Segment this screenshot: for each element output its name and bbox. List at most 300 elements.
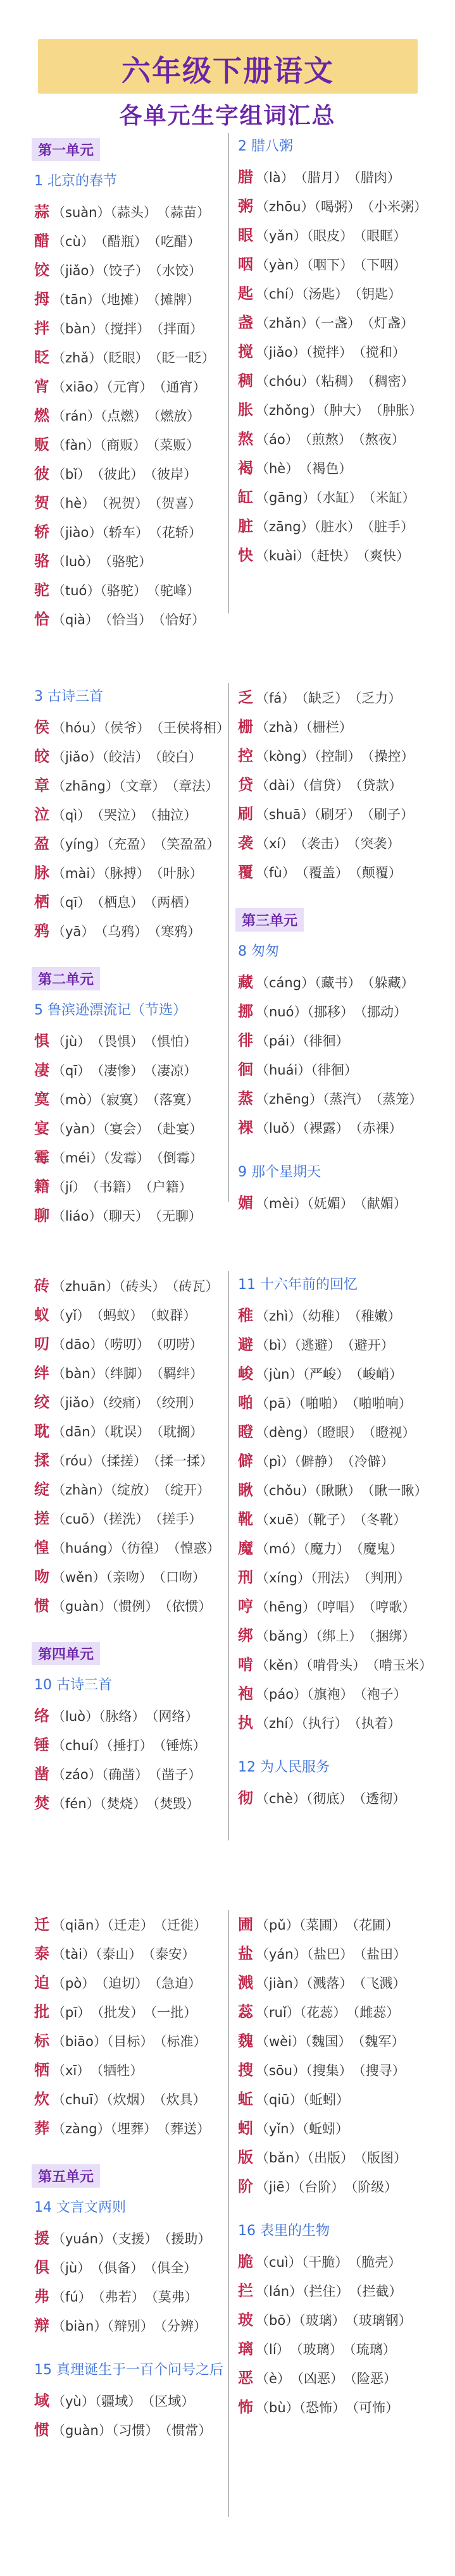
entry-character: 侯	[34, 718, 49, 736]
word-entry	[34, 1143, 247, 1172]
word-entry	[238, 1679, 451, 1708]
entry-words: （yù）（疆域） （区域）	[52, 2394, 195, 2409]
word-entry	[34, 1759, 247, 1789]
entry-words: （bàn）（搅拌） （拌面）	[52, 321, 204, 336]
word-entry	[238, 337, 451, 366]
word-entry	[238, 1388, 451, 1417]
entry-words: （jùn）（严峻） （峻峭）	[256, 1367, 402, 1382]
entry-character: 拦	[238, 2282, 253, 2300]
word-entry	[238, 1650, 451, 1679]
word-entry	[34, 1085, 247, 1114]
word-entry	[238, 1939, 451, 1968]
entry-words: （suàn）（蒜头） （蒜苗）	[52, 205, 210, 220]
entry-character: 泣	[34, 806, 49, 823]
entry-words: （kòng）（控制） （操控）	[256, 749, 414, 764]
entry-character: 盈	[34, 835, 49, 853]
word-entry	[34, 430, 247, 459]
entry-words: （luǒ）（裸露） （赤裸）	[256, 1121, 402, 1136]
unit-heading: 第二单元	[32, 967, 100, 990]
unit-heading: 第一单元	[32, 138, 100, 161]
word-entry	[34, 1026, 247, 1056]
entry-character: 徊	[238, 1061, 253, 1078]
entry-character: 峻	[238, 1365, 253, 1383]
entry-character: 凄	[34, 1061, 49, 1079]
entry-character: 啪	[238, 1394, 253, 1412]
entry-character: 蕊	[238, 2003, 253, 2021]
entry-words: （yán）（盐巴） （盐田）	[256, 1947, 407, 1962]
entry-character: 贷	[238, 776, 253, 794]
entry-words: （xí） （袭击） （突袭）	[256, 836, 401, 851]
entry-words: （pǔ）（菜圃） （花圃）	[256, 1918, 399, 1933]
entry-character: 锤	[34, 1736, 49, 1754]
entry-words: （jiào）（轿车） （花轿）	[52, 525, 202, 540]
word-entry	[238, 1113, 451, 1142]
word-entry	[238, 2114, 451, 2143]
page-subtitle: 各单元生字组词汇总	[119, 103, 336, 129]
word-entry	[238, 1446, 451, 1476]
entry-words: （yàn）（咽下） （下咽）	[256, 257, 407, 273]
entry-words: （yā） （乌鸦） （寒鸦）	[52, 924, 201, 939]
entry-character: 葬	[34, 2119, 49, 2137]
lesson-heading: 16 表里的生物	[238, 2223, 330, 2239]
spacer	[235, 2201, 451, 2217]
entry-words: （cuō）（搓洗） （搓手）	[52, 1512, 203, 1527]
word-entry	[34, 713, 247, 742]
entry-character: 绑	[238, 1627, 253, 1644]
word-entry	[238, 512, 451, 541]
word-entry	[238, 799, 451, 829]
word-entry	[238, 2393, 451, 2422]
entry-character: 驼	[34, 581, 49, 599]
entry-character: 霉	[34, 1149, 49, 1166]
entry-character: 刑	[238, 1568, 253, 1586]
entry-words: （liáo）（聊天） （无聊）	[52, 1209, 202, 1224]
entry-words: （cuì）（干脆） （脆壳）	[256, 2255, 402, 2270]
word-entry	[34, 2085, 247, 2114]
entry-words: （bǎn）（出版） （版图）	[256, 2150, 408, 2166]
entry-character: 恰	[34, 610, 49, 628]
word-entry	[34, 2114, 247, 2143]
entry-words: （hēng）（哼唱） （哼歌）	[256, 1599, 416, 1615]
entry-words: （qià） （恰当） （恰好）	[52, 612, 206, 627]
entry-words: （zhàn）（绽放） （绽开）	[52, 1482, 211, 1498]
entry-words: （bǎng）（绑上） （捆绑）	[256, 1629, 416, 1644]
entry-character: 贩	[34, 436, 49, 453]
entry-words: （qiū）（蚯蚓）	[256, 2092, 349, 2107]
word-entry	[34, 2026, 247, 2055]
word-entry	[34, 576, 247, 605]
entry-words: （hè） （褐色）	[256, 461, 352, 476]
word-entry	[238, 1476, 451, 1505]
entry-words: （qī） （凄惨） （凄凉）	[52, 1063, 197, 1078]
entry-words: （chè）（彻底） （透彻）	[256, 1791, 406, 1806]
word-entry	[238, 1417, 451, 1446]
entry-words: （hóu）（侯爷） （王侯将相）	[52, 720, 230, 736]
entry-character: 焚	[34, 1794, 49, 1812]
entry-words: （mò）（寂寞） （落寞）	[52, 1092, 199, 1107]
entry-words: （nuó）（挪移） （挪动）	[256, 1004, 407, 1020]
entry-words: （yàn）（宴会） （赴宴）	[52, 1121, 203, 1137]
word-entry	[34, 372, 247, 401]
entry-words: （chóu）（粘稠） （稠密）	[256, 374, 414, 389]
entry-character: 褐	[238, 459, 253, 477]
entry-character: 魏	[238, 2032, 253, 2050]
entry-words: （yíng）（充盈） （笑盈盈）	[52, 837, 220, 852]
entry-words: （zhāng）（文章） （章法）	[52, 779, 219, 794]
word-entry	[238, 1055, 451, 1084]
unit-heading: 第三单元	[235, 908, 304, 932]
word-entry	[238, 1910, 451, 1939]
entry-words: （yǎn）（眼皮） （眼眶）	[256, 228, 407, 243]
entry-words: （jiǎo）（绞痛） （绞刑）	[52, 1395, 202, 1410]
entry-character: 绞	[34, 1393, 49, 1411]
entry-character: 援	[34, 2229, 49, 2247]
word-entry	[34, 2311, 247, 2340]
right-column	[235, 1271, 451, 1813]
lesson-heading: 1 北京的春节	[34, 173, 117, 189]
entry-character: 溅	[238, 1974, 253, 1992]
entry-words: （cáng）（藏书） （躲藏）	[256, 975, 414, 990]
word-entry	[238, 741, 451, 770]
entry-words: （dèng）（瞪眼） （瞪视）	[256, 1425, 416, 1440]
word-entry	[34, 1114, 247, 1143]
unit-heading: 第四单元	[32, 1642, 100, 1665]
word-entry	[34, 256, 247, 285]
entry-character: 宴	[34, 1119, 49, 1137]
word-entry	[34, 1417, 247, 1446]
entry-character: 蚁	[34, 1306, 49, 1324]
entry-character: 藏	[238, 973, 253, 991]
entry-character: 咽	[238, 256, 253, 273]
entry-character: 蚓	[238, 2119, 253, 2137]
entry-character: 快	[238, 546, 253, 564]
entry-character: 刷	[238, 805, 253, 823]
word-entry	[34, 488, 247, 517]
entry-character: 砖	[34, 1277, 49, 1295]
entry-character: 控	[238, 747, 253, 765]
left-column	[32, 133, 247, 634]
content-block	[0, 683, 455, 1227]
word-entry	[238, 1997, 451, 2026]
word-entry	[34, 1939, 247, 1968]
title-banner	[38, 39, 418, 94]
word-entry	[34, 1271, 247, 1300]
entry-words: （bǐ） （彼此） （彼岸）	[52, 467, 197, 482]
entry-words: （bì）（逃避） （避开）	[256, 1338, 394, 1353]
word-entry	[34, 771, 247, 800]
entry-words: （kuài）（赶快） （爽快）	[256, 548, 410, 564]
lesson-heading: 5 鲁滨逊漂流记（节选）	[34, 1002, 187, 1018]
entry-words: （jí） （书籍） （户籍）	[52, 1180, 192, 1195]
word-entry	[238, 221, 451, 250]
word-entry	[34, 1446, 247, 1475]
entry-words: （zhōu）（喝粥） （小米粥）	[256, 199, 427, 214]
entry-words: （bō）（玻璃） （玻璃钢）	[256, 2313, 412, 2328]
entry-character: 贺	[34, 494, 49, 512]
entry-character: 栖	[34, 893, 49, 911]
word-entry	[34, 1562, 247, 1591]
entry-words: （páo）（旗袍） （袍子）	[256, 1687, 407, 1702]
word-entry	[238, 2143, 451, 2172]
entry-words: （wèi）（魏国） （魏军）	[256, 2034, 405, 2049]
entry-character: 栅	[238, 718, 253, 736]
entry-character: 瞪	[238, 1423, 253, 1441]
word-entry	[238, 1301, 451, 1330]
entry-words: （sōu）（搜集） （搜寻）	[256, 2063, 406, 2078]
word-entry	[34, 1730, 247, 1759]
entry-words: （wěn）（亲吻） （口吻）	[52, 1570, 206, 1585]
entry-words: （hè） （祝贺） （贺喜）	[52, 496, 202, 511]
word-entry	[34, 829, 247, 858]
left-column	[32, 683, 247, 1230]
word-entry	[238, 1708, 451, 1737]
entry-character: 辩	[34, 2317, 49, 2334]
word-entry	[34, 742, 247, 771]
word-entry	[238, 1968, 451, 1997]
entry-words: （zhì）（幼稚） （稚嫩）	[256, 1309, 401, 1324]
entry-character: 惶	[34, 1539, 49, 1556]
right-column	[235, 683, 451, 1217]
word-entry	[238, 308, 451, 337]
unit-heading: 第五单元	[32, 2164, 100, 2188]
entry-character: 惯	[34, 1597, 49, 1615]
word-entry	[34, 1329, 247, 1359]
word-entry	[238, 1026, 451, 1055]
entry-words: （guàn）（习惯） （惯常）	[52, 2423, 212, 2438]
entry-character: 彼	[34, 465, 49, 483]
entry-character: 叨	[34, 1335, 49, 1353]
entry-character: 络	[34, 1707, 49, 1725]
entry-words: （fàn）（商贩） （菜贩）	[52, 438, 200, 453]
entry-character: 脏	[238, 517, 253, 535]
word-entry	[238, 366, 451, 395]
content-block	[0, 1910, 455, 2542]
entry-character: 搜	[238, 2061, 253, 2079]
entry-words: （biāo）（目标） （标准）	[52, 2034, 207, 2049]
entry-words: （rán）（点燃） （燃放）	[52, 409, 201, 424]
word-entry	[34, 1968, 247, 1997]
entry-character: 域	[34, 2392, 49, 2410]
entry-character: 皎	[34, 748, 49, 765]
entry-words: （zhēng）（蒸汽） （蒸笼）	[256, 1092, 423, 1107]
entry-words: （bù）（恐怖） （可怖）	[256, 2400, 399, 2415]
spacer	[32, 946, 247, 962]
word-entry	[34, 1997, 247, 2026]
entry-character: 惧	[34, 1032, 49, 1050]
entry-character: 迁	[34, 1916, 49, 1933]
word-entry	[34, 1504, 247, 1533]
entry-character: 章	[34, 777, 49, 794]
entry-words: （pì）（僻静） （冷僻）	[256, 1454, 394, 1469]
word-entry	[34, 1475, 247, 1504]
entry-character: 迫	[34, 1974, 49, 1992]
entry-character: 徘	[238, 1032, 253, 1049]
entry-character: 挪	[238, 1002, 253, 1020]
entry-words: （fù） （覆盖） （颠覆）	[256, 865, 402, 880]
entry-words: （mèi）（妩媚） （献媚）	[256, 1196, 407, 1211]
word-entry	[238, 1084, 451, 1113]
entry-words: （dāo）（唠叨） （叨唠）	[52, 1337, 203, 1352]
entry-words: （zāng）（脏水） （脏手）	[256, 519, 414, 534]
entry-words: （biàn）（辩别） （分辨）	[52, 2319, 207, 2334]
entry-character: 醋	[34, 232, 49, 250]
entry-words: （jiǎo）（饺子） （水饺）	[52, 263, 202, 278]
word-entry	[238, 1330, 451, 1359]
entry-words: （pò） （迫切） （急迫）	[52, 1976, 202, 1991]
word-entry	[238, 2305, 451, 2334]
entry-character: 腊	[238, 168, 253, 186]
word-entry	[238, 279, 451, 308]
spacer	[235, 1142, 451, 1159]
entry-words: （yǐn）（蚯蚓）	[256, 2121, 349, 2136]
entry-words: （méi）（发霉） （倒霉）	[52, 1150, 203, 1166]
word-entry	[238, 2363, 451, 2393]
word-entry	[34, 1701, 247, 1730]
word-entry	[238, 2055, 451, 2085]
entry-character: 宵	[34, 378, 49, 395]
word-entry	[34, 401, 247, 430]
entry-words: （zhuān）（砖头） （砖瓦）	[52, 1279, 219, 1294]
word-entry	[34, 226, 247, 256]
entry-words: （qī） （栖息） （两栖）	[52, 895, 197, 910]
spacer	[235, 887, 451, 903]
entry-character: 阶	[238, 2178, 253, 2195]
word-entry	[238, 2276, 451, 2305]
entry-character: 恶	[238, 2369, 253, 2387]
entry-words: （qiān）（迁走） （迁徙）	[52, 1918, 207, 1933]
left-column	[32, 1271, 247, 1818]
lesson-heading: 15 真理诞生于一百个问号之后	[34, 2362, 223, 2378]
entry-words: （mài）（脉搏） （叶脉）	[52, 866, 203, 881]
word-entry	[238, 1359, 451, 1388]
entry-words: （tài）（泰山） （泰安）	[52, 1947, 196, 1962]
word-entry	[238, 541, 451, 570]
entry-words: （fá） （缺乏） （乏力）	[256, 691, 402, 706]
entry-character: 覆	[238, 863, 253, 881]
entry-words: （xī） （牺牲）	[52, 2063, 144, 2078]
entry-character: 眼	[238, 226, 253, 244]
entry-character: 粥	[238, 197, 253, 215]
entry-character: 脉	[34, 864, 49, 882]
entry-words: （áo） （煎熬） （熬夜）	[256, 432, 405, 447]
word-entry	[34, 887, 247, 916]
entry-words: （zhǎn）（一盏） （灯盏）	[256, 316, 414, 331]
page-title: 六年级下册语文	[122, 54, 334, 88]
entry-character: 圃	[238, 1916, 253, 1933]
word-entry	[238, 712, 451, 741]
lesson-heading: 9 那个星期天	[238, 1164, 321, 1180]
word-entry	[238, 829, 451, 858]
word-entry	[238, 1784, 451, 1813]
right-column	[235, 1910, 451, 2422]
entry-words: （luò） （骆驼）	[52, 554, 152, 569]
entry-character: 拇	[34, 290, 49, 308]
word-entry	[34, 858, 247, 887]
entry-words: （tuó）（骆驼） （驼峰）	[52, 583, 200, 598]
lesson-heading: 10 古诗三首	[34, 1677, 112, 1693]
entry-words: （jù） （畏惧） （惧怕）	[52, 1034, 197, 1049]
word-entry	[238, 2026, 451, 2055]
entry-words: （pái）（徘徊）	[256, 1033, 349, 1049]
entry-words: （lí） （玻璃） （琉璃）	[256, 2342, 396, 2357]
entry-character: 搓	[34, 1510, 49, 1527]
entry-character: 瞅	[238, 1481, 253, 1499]
left-column	[32, 1910, 247, 2444]
word-entry	[238, 250, 451, 279]
entry-words: （shuā）（刷牙） （刷子）	[256, 807, 414, 822]
entry-character: 怖	[238, 2398, 253, 2416]
entry-words: （jiǎo）（搅拌） （搅和）	[256, 345, 406, 360]
entry-words: （jiē）（台阶） （阶级）	[256, 2179, 398, 2195]
word-entry	[34, 2282, 247, 2311]
entry-words: （gāng）（水缸） （米缸）	[256, 490, 416, 505]
entry-character: 鸦	[34, 922, 49, 940]
word-entry	[238, 2334, 451, 2363]
entry-character: 耽	[34, 1422, 49, 1440]
entry-character: 乏	[238, 689, 253, 706]
entry-words: （cù） （醋瓶） （吃醋）	[52, 234, 201, 249]
entry-character: 哼	[238, 1598, 253, 1615]
entry-character: 泰	[34, 1945, 49, 1963]
entry-character: 俱	[34, 2259, 49, 2276]
entry-words: （è） （凶恶） （险恶）	[256, 2371, 397, 2386]
word-entry	[34, 285, 247, 314]
entry-character: 弗	[34, 2288, 49, 2305]
entry-character: 聊	[34, 1207, 49, 1224]
entry-character: 绊	[34, 1364, 49, 1382]
word-entry	[34, 2386, 247, 2415]
entry-words: （chǒu）（瞅瞅） （瞅一瞅）	[256, 1483, 428, 1498]
entry-words: （zàng）（埋葬） （葬送）	[52, 2121, 211, 2136]
word-entry	[34, 2415, 247, 2444]
word-entry	[34, 1388, 247, 1417]
entry-character: 蒸	[238, 1090, 253, 1107]
entry-character: 盐	[238, 1945, 253, 1963]
entry-character: 袍	[238, 1685, 253, 1703]
entry-words: （pī） （批发） （一批）	[52, 2005, 197, 2020]
entry-character: 匙	[238, 285, 253, 302]
entry-words: （huáng）（彷徨） （惶惑）	[52, 1541, 220, 1556]
word-entry	[238, 395, 451, 424]
entry-character: 彻	[238, 1789, 253, 1807]
word-entry	[238, 1505, 451, 1534]
spacer	[32, 1620, 247, 1637]
entry-character: 燃	[34, 407, 49, 424]
word-entry	[34, 1172, 247, 1201]
entry-character: 牺	[34, 2061, 49, 2079]
word-entry	[238, 683, 451, 712]
entry-words: （jiàn）（溅落） （飞溅）	[256, 1976, 406, 1991]
entry-character: 啃	[238, 1656, 253, 1673]
entry-words: （mó）（魔力） （魔鬼）	[256, 1541, 403, 1556]
entry-words: （ruǐ）（花蕊） （雌蕊）	[256, 2005, 400, 2020]
word-entry	[34, 2253, 247, 2282]
entry-words: （zhǎ）（眨眼） （眨一眨）	[52, 350, 215, 366]
word-entry	[34, 517, 247, 546]
entry-words: （dài）（信贷） （贷款）	[256, 778, 402, 793]
word-entry	[34, 1201, 247, 1230]
entry-words: （chí）（汤匙） （钥匙）	[256, 287, 402, 302]
entry-words: （fén）（焚烧） （焚毁）	[52, 1796, 200, 1811]
entry-words: （lán）（拦住） （拦截）	[256, 2284, 402, 2299]
entry-words: （là） （腊月） （腊肉）	[256, 170, 401, 185]
entry-words: （zhà）（栅栏）	[256, 720, 352, 735]
entry-character: 袭	[238, 834, 253, 852]
entry-words: （jù） （俱备） （俱全）	[52, 2260, 197, 2276]
entry-character: 批	[34, 2003, 49, 2021]
entry-character: 寞	[34, 1090, 49, 1108]
entry-character: 缸	[238, 488, 253, 506]
